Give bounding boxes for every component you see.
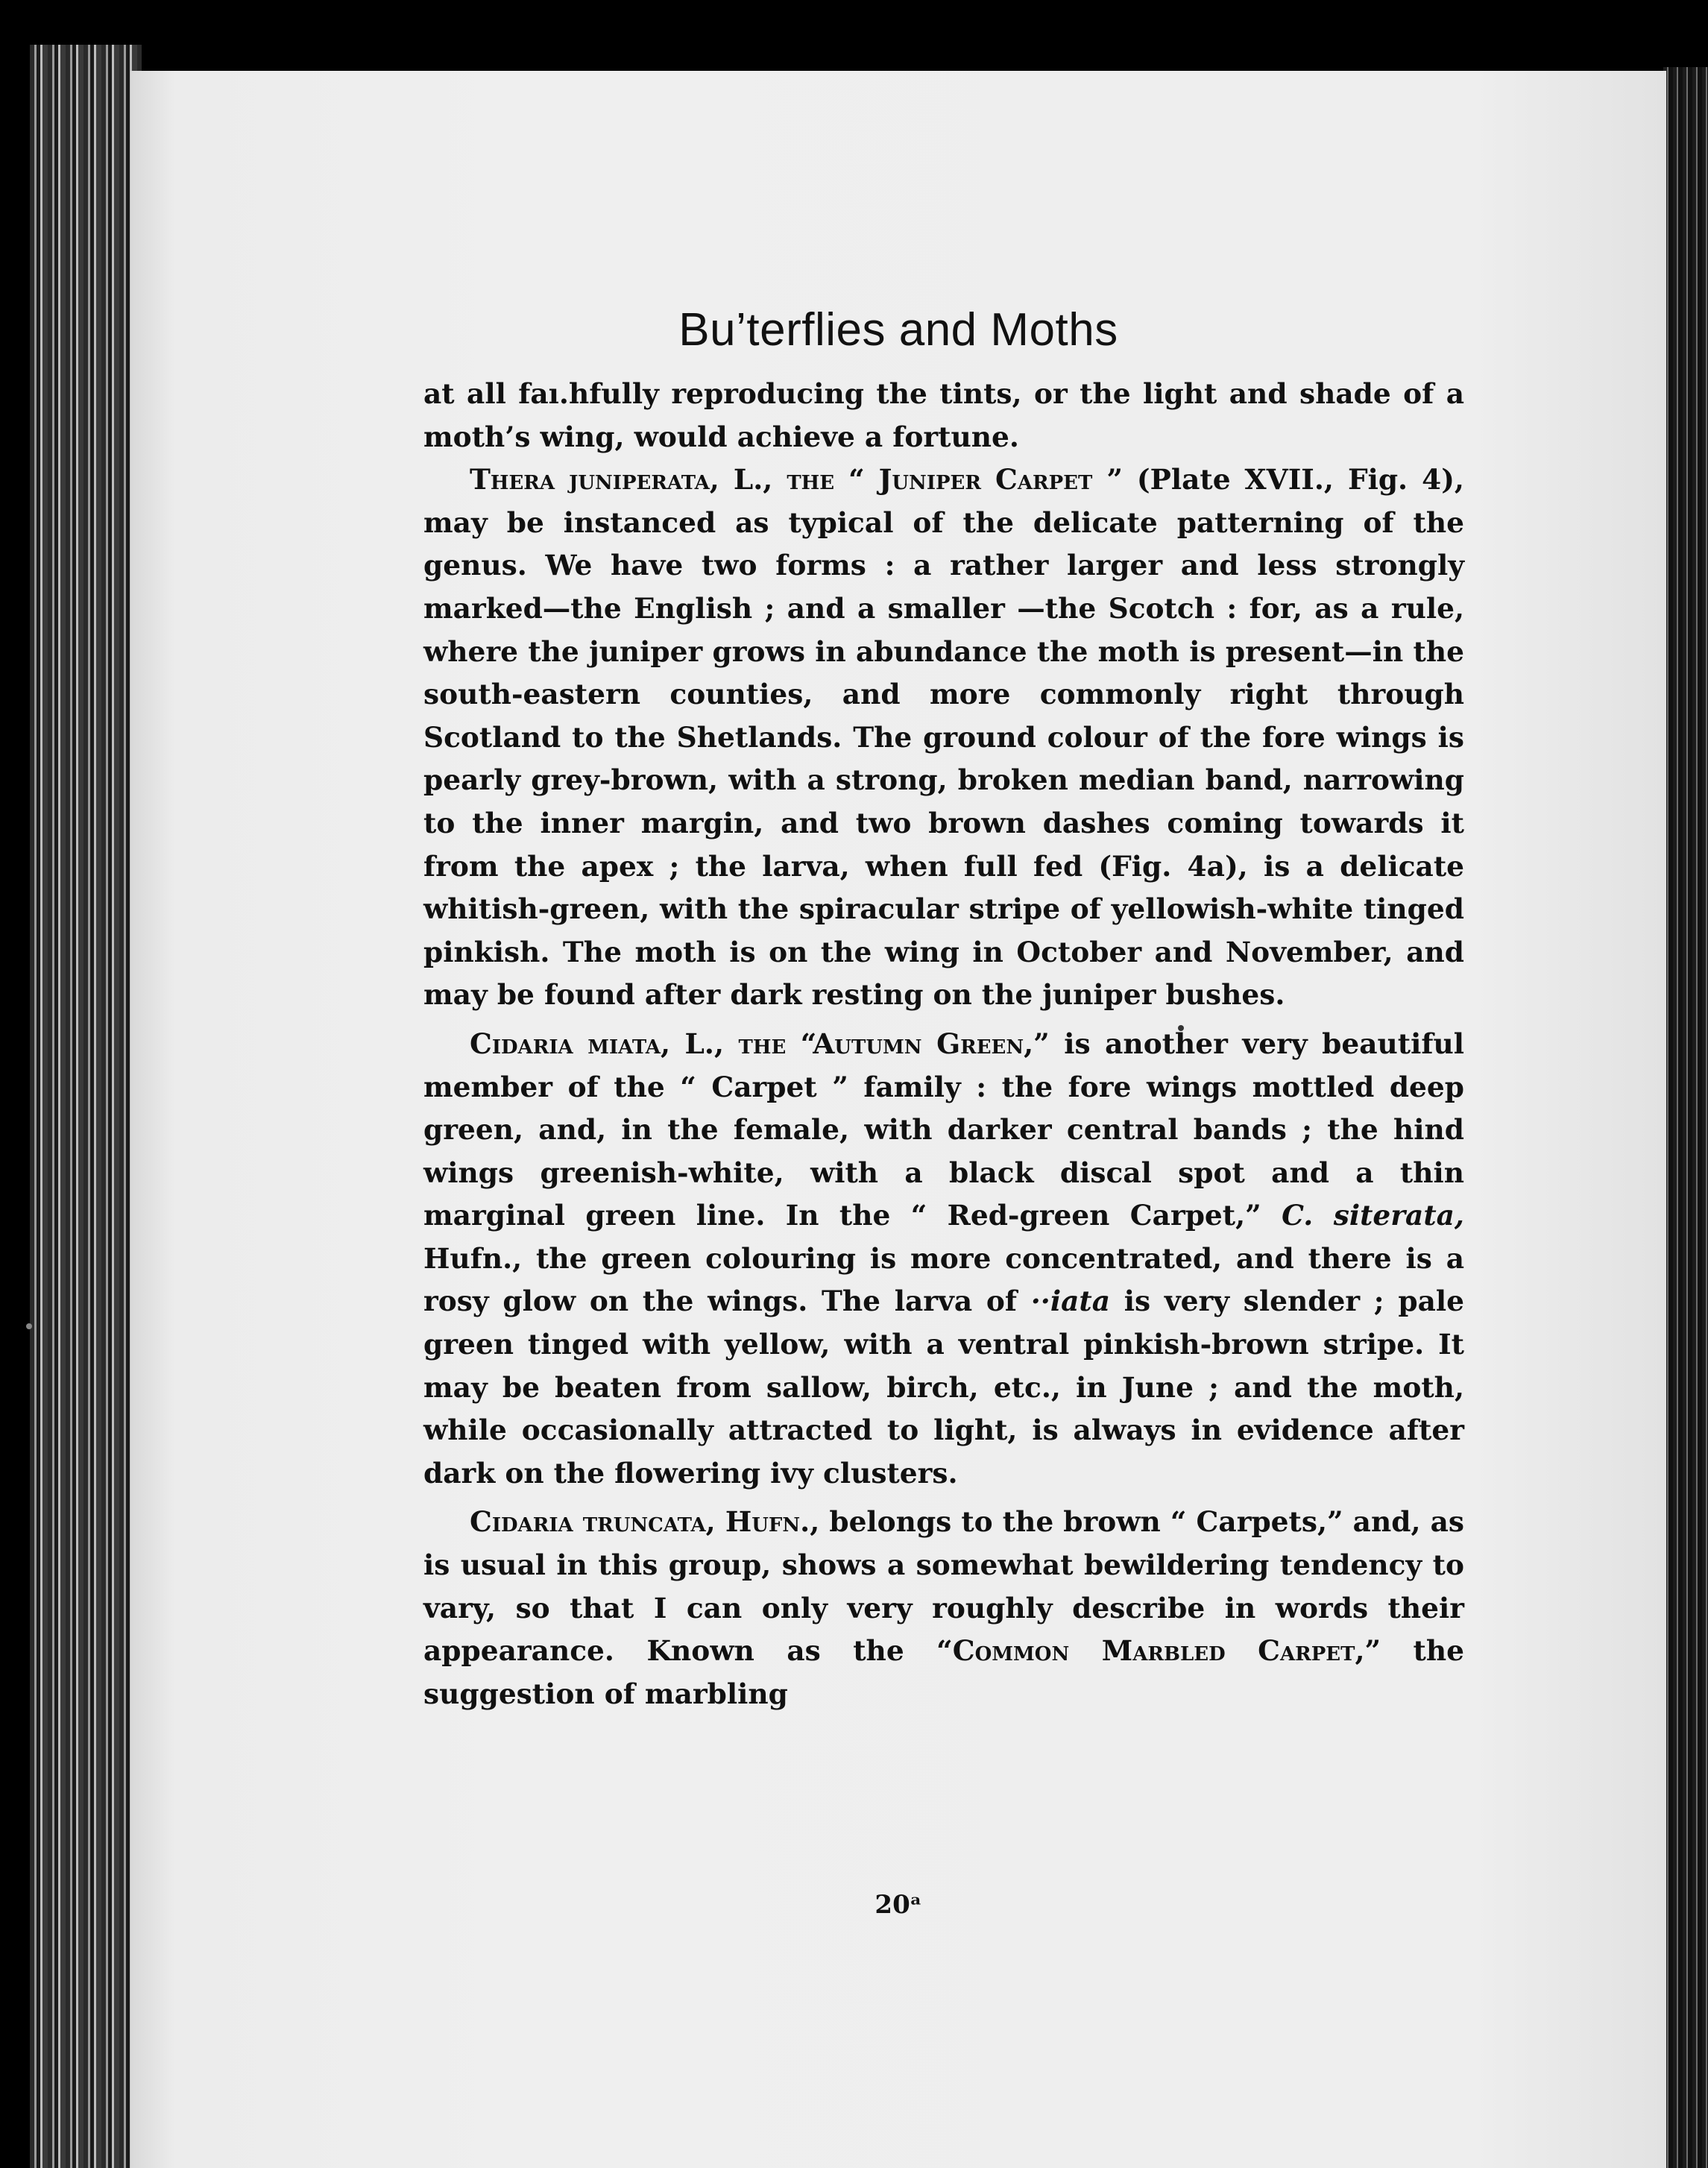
page-number: 20ᵃ	[875, 1890, 922, 1920]
paragraph-text: belongs to the brown “ Carpets,” and, as is usual in this group, shows a somewhat bewildering tendency to vary, so that I can only very roughly describe in words their appearance. Known as the “	[423, 1505, 1464, 1668]
species-heading: Cidaria truncata, Hufn.,	[470, 1505, 820, 1539]
paragraph-text: ” the suggestion of marbling	[423, 1634, 1464, 1710]
species-heading: Thera juniperata, L., the “ Juniper Carpet ”	[470, 463, 1123, 497]
body-text	[423, 373, 1464, 1715]
species-name-italic: C. siterata,	[1282, 1199, 1464, 1232]
paragraph	[423, 1501, 1464, 1715]
paragraph-text: is very slender ; pale green tinged with yellow, with a ventral pinkish-brown stripe. It may be beaten from sallow, birch, etc., in June ; and the moth, while occasionally attracted to light, is always in evidence after dark on the flowering ivy clusters.	[423, 1285, 1464, 1490]
paragraph	[423, 1023, 1464, 1496]
running-head: Bu’terflies and Moths	[678, 304, 1118, 356]
paragraph-text: (Plate XVII., Fig. 4), may be instanced as typical of the delicate patterning of the genus. We have two forms : a rather larger and less strongly marked—the English ; and a smaller —the Scotch : for, as a rule, where the juniper grows in abundance the moth is present—in the south-eastern counties, and more commonly right through Scotland to the Shetlands. The ground colour of the fore wings is pearly grey-brown, with a strong, broken median band, narrowing to the inner margin, and two brown dashes coming towards it from the apex ; the larva, when full fed (Fig. 4a), is a delicate whitish-green, with the spiracular stripe of yellowish-white tinged pinkish. The moth is on the wing in October and November, and may be found after dark resting on the juniper bushes.	[423, 463, 1464, 1012]
paragraph	[423, 373, 1464, 459]
paragraph-text: at all faı.hfully reproducing the tints, or the light and shade of a moth’s wing, would achieve a fortune.	[423, 377, 1464, 453]
paragraph-text: is another very beautiful member of the “ Carpet ” family : the fore wings mottled deep green, and, in the female, with darker central bands ; the hind wings greenish-white, with a black discal spot and a thin marginal green line. In the “ Red-green Carpet,”	[423, 1027, 1464, 1232]
book-binding-edge	[1663, 67, 1708, 2168]
species-heading: Cidaria miata, L., the “Autumn Green,”	[470, 1027, 1050, 1060]
species-name-italic: ··iata	[1030, 1285, 1111, 1318]
paragraph	[423, 459, 1464, 1017]
paragraph-text: Hufn., the green colouring is more concentrated, and there is a rosy glow on the wings. The larva of	[423, 1241, 1464, 1318]
scan-speck	[26, 1323, 32, 1329]
book-page-edges	[30, 45, 142, 2168]
common-name-small-caps: Common Marbled Carpet,	[952, 1634, 1365, 1668]
